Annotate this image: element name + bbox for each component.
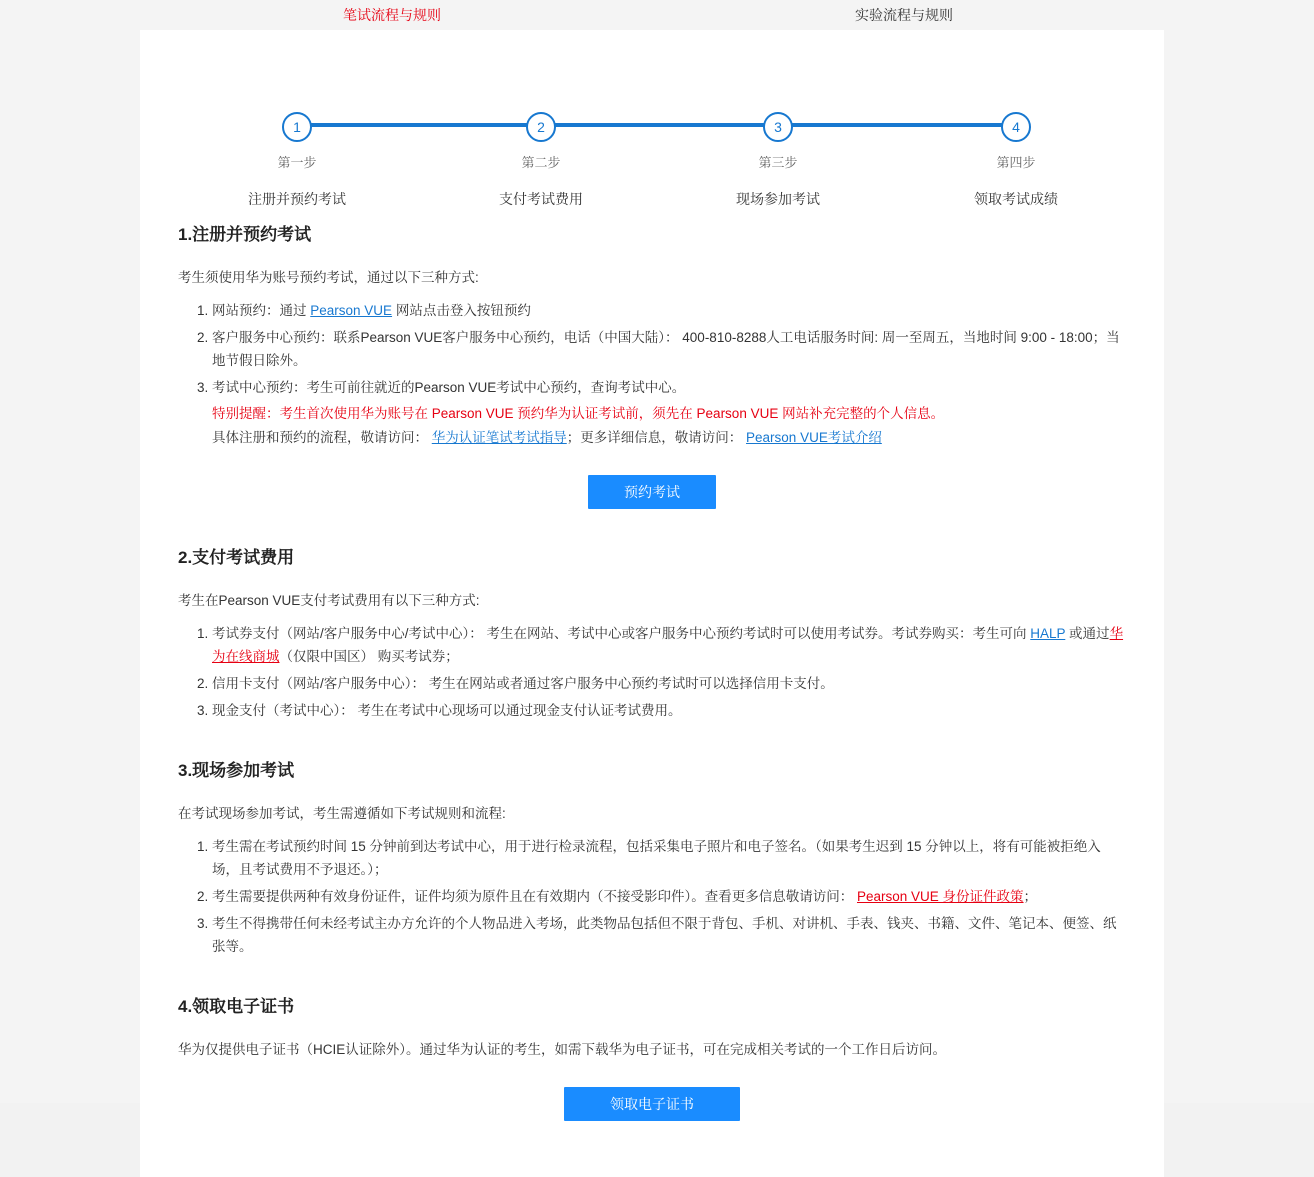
section-1-title: 1.注册并预约考试 (178, 225, 312, 244)
s1-item1-suffix: 网站点击登入按钮预约 (392, 303, 531, 318)
section-2-title: 2.支付考试费用 (178, 548, 295, 567)
step-label-4: 领取考试成绩 (974, 191, 1058, 207)
huawei-written-exam-guide-link[interactable]: 华为认证笔试考试指导 (431, 430, 567, 445)
step-sub-4: 第四步 (996, 155, 1036, 170)
main-card (140, 30, 1164, 1177)
section-3-list (178, 835, 1126, 958)
s3-item2-prefix: 考生需要提供两种有效身份证件，证件均须为原件且在有效期内（不接受影印件）。查看更多信息敬请访问： (212, 889, 857, 904)
step-sub-1: 第一步 (277, 155, 317, 170)
list-item (212, 376, 1126, 449)
section-2-list (178, 622, 1126, 722)
section-4-title: 4.领取电子证书 (178, 997, 295, 1016)
get-e-certificate-button[interactable]: 领取电子证书 (564, 1087, 740, 1121)
tab-bar (0, 0, 1314, 30)
list-item: 3. 现金支付（考试中心）： 考生在考试中心现场可以通过现金支付认证考试费用。 (212, 699, 1126, 722)
list-item (212, 622, 1126, 668)
step-number-3: 3 (763, 112, 793, 142)
book-exam-button[interactable]: 预约考试 (588, 475, 716, 509)
step-number-4: 4 (1001, 112, 1031, 142)
list-item: 2. 信用卡支付（网站/客户服务中心）： 考生在网站或者通过客户服务中心预约考试时可以选择信用卡支付。 (212, 672, 1126, 695)
list-item: 2. 客户服务中心预约：联系Pearson VUE客户服务中心预约，电话（中国大陆）： 400-810-8288人工电话服务时间: 周一至周五，当地时间 9:00 - 18:00；当地节假日除外。 (212, 326, 1126, 372)
pearson-vue-link[interactable]: Pearson VUE (310, 303, 393, 318)
step-number-2: 2 (526, 112, 556, 142)
section-2-intro: 考生在Pearson VUE支付考试费用有以下三种方式: (178, 593, 480, 608)
bottom-spacer (178, 1125, 1126, 1177)
stepper-step-3 (698, 82, 858, 209)
stepper-step-2 (461, 82, 621, 209)
step-number-1: 1 (282, 112, 312, 142)
tab-written-exam[interactable]: 笔试流程与规则 (343, 7, 441, 23)
halp-link[interactable]: HALP (1030, 626, 1066, 641)
tab-lab-exam[interactable]: 实验流程与规则 (855, 7, 953, 23)
s1-sub-prefix: 具体注册和预约的流程，敬请访问： (212, 430, 432, 445)
s2-item1-middle: 或通过 (1065, 626, 1110, 641)
s1-sub-middle: ；更多详细信息，敬请访问： (566, 430, 747, 445)
s3-item2-suffix: ； (1023, 889, 1038, 904)
s1-item1-prefix: 网站预约：通过 (212, 303, 311, 318)
stepper-step-4 (936, 82, 1096, 209)
pearson-vue-id-policy-link[interactable]: Pearson VUE 身份证件政策 (857, 889, 1024, 904)
content-area (140, 220, 1164, 1177)
list-item (212, 299, 1126, 322)
s2-item1-suffix: （仅限中国区） 购买考试券； (279, 649, 459, 664)
get-certificate-button-wrap (178, 1087, 1126, 1121)
step-label-2: 支付考试费用 (499, 191, 583, 207)
stepper-connector-line (297, 123, 1017, 127)
step-sub-3: 第三步 (758, 155, 798, 170)
s2-item1-prefix: 考试券支付（网站/客户服务中心/考试中心）： 考生在网站、考试中心或客户服务中心预约考试时可以使用考试券。考试券购买：考生可向 (212, 626, 1031, 641)
stepper-step-1 (217, 82, 377, 209)
huawei-online-store-link[interactable]: 华为在线商城 (212, 626, 1124, 664)
list-item: 3. 考生不得携带任何未经考试主办方允许的个人物品进入考场，此类物品包括但不限于背包、手机、对讲机、手表、钱夹、书籍、文件、笔记本、便签、纸张等。 (212, 912, 1126, 958)
pearson-vue-exam-intro-link[interactable]: Pearson VUE考试介绍 (746, 430, 882, 445)
section-3-title: 3.现场参加考试 (178, 761, 295, 780)
special-reminder-note: 特别提醒：考生首次使用华为账号在 Pearson VUE 预约华为认证考试前，须先在 Pearson VUE 网站补充完整的个人信息。 (212, 406, 945, 421)
section-4-paragraph: 华为仅提供电子证书（HCIE认证除外）。通过华为认证的考生，如需下载华为电子证书，可在完成相关考试的一个工作日后访问。 (178, 1042, 947, 1057)
step-label-1: 注册并预约考试 (248, 191, 346, 207)
list-item (212, 885, 1126, 908)
s1-item3-text: 考试中心预约：考生可前往就近的Pearson VUE考试中心预约，查询考试中心。 (212, 380, 686, 395)
progress-stepper (140, 82, 1164, 212)
book-exam-button-wrap (178, 475, 1126, 509)
s1-extra-links (212, 427, 1126, 449)
step-sub-2: 第二步 (521, 155, 561, 170)
section-1-intro: 考生须使用华为账号预约考试，通过以下三种方式: (178, 270, 479, 285)
step-label-3: 现场参加考试 (736, 191, 820, 207)
section-1-list (178, 299, 1126, 449)
list-item: 1. 考生需在考试预约时间 15 分钟前到达考试中心，用于进行检录流程，包括采集电子照片和电子签名。（如果考生迟到 15 分钟以上，将有可能被拒绝入场，且考试费用不予退还。）； (212, 835, 1126, 881)
section-3-intro: 在考试现场参加考试，考生需遵循如下考试规则和流程: (178, 806, 506, 821)
